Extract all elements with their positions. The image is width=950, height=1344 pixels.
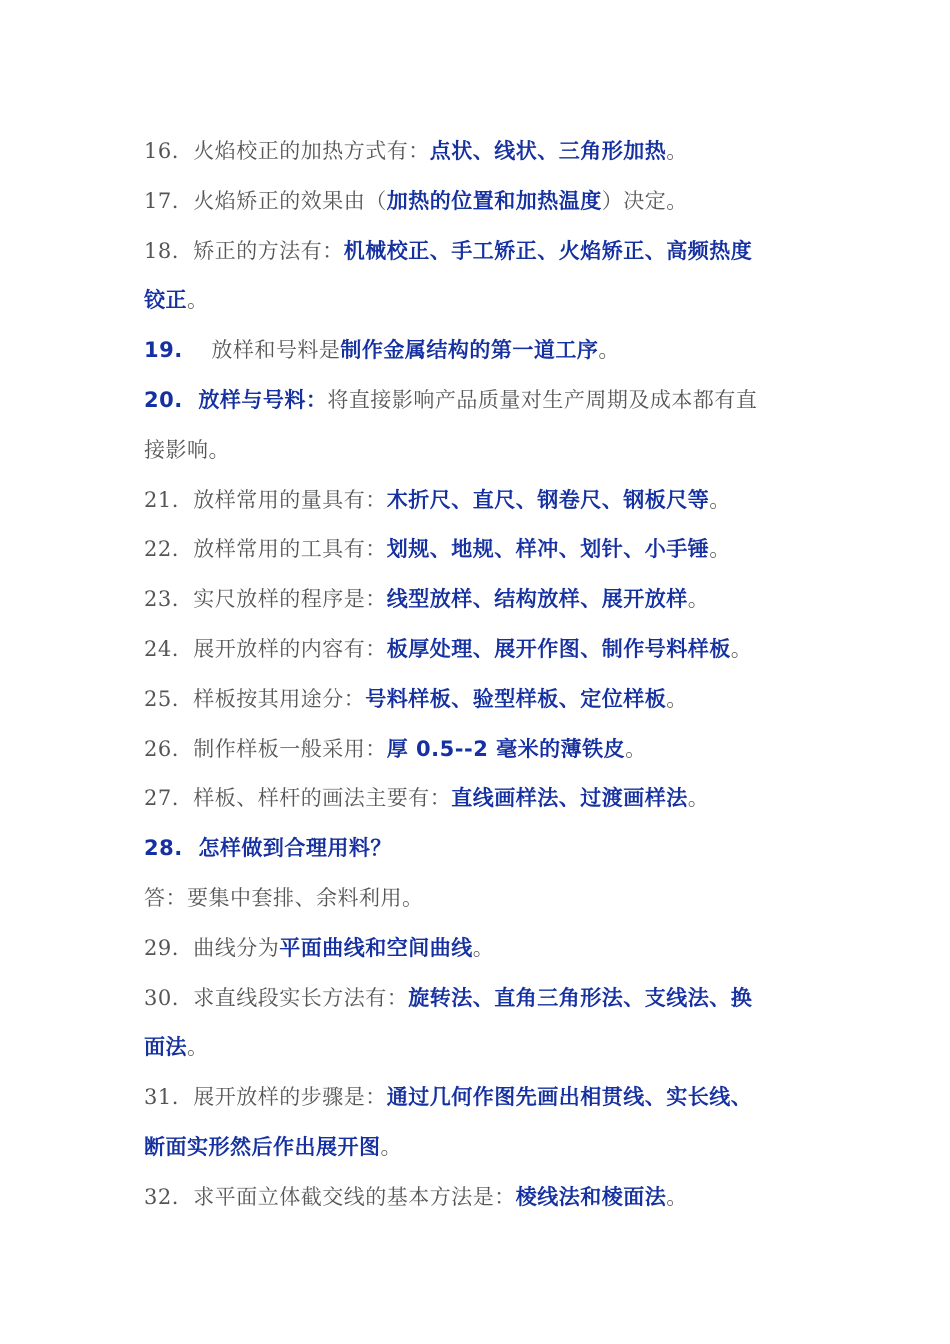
text-line	[144, 430, 824, 470]
bold-answer-text: 铰正	[144, 288, 187, 313]
plain-text: 21. 放样常用的量具有：	[144, 487, 387, 512]
text-line	[144, 181, 824, 221]
text-line	[144, 978, 824, 1018]
plain-text: 29. 曲线分为	[144, 935, 280, 960]
bold-answer-text: 加热的位置和加热温度	[386, 188, 602, 213]
text-line	[144, 280, 824, 320]
text-line	[144, 878, 824, 918]
plain-text: 。	[666, 686, 688, 711]
text-line	[144, 1027, 824, 1067]
plain-text: 。	[687, 786, 710, 811]
bold-answer-text: 棱线法和棱面法	[515, 1184, 667, 1209]
plain-text: 18. 矫正的方法有：	[144, 238, 344, 263]
plain-text: 23. 实尺放样的程序是：	[144, 587, 387, 612]
text-line	[144, 529, 824, 569]
plain-text: 25. 样板按其用途分：	[144, 686, 366, 711]
plain-text: 接影响。	[144, 437, 230, 462]
bold-answer-text: 制作金属结构的第一道工序	[340, 338, 599, 363]
text-line	[144, 778, 824, 818]
plain-text: 26. 制作样板一般采用：	[144, 736, 387, 761]
text-line	[144, 231, 824, 271]
plain-text: 。	[666, 1184, 688, 1209]
text-line	[144, 679, 824, 719]
text-line	[144, 828, 824, 868]
plain-text: 22. 放样常用的工具有：	[144, 537, 387, 562]
text-line	[144, 1127, 824, 1167]
plain-text: ）决定。	[601, 188, 688, 213]
bold-answer-text: 19.	[144, 338, 183, 363]
bold-answer-text: 号料样板、验型样板、定位样板	[365, 686, 667, 711]
plain-text: 答：要集中套排、余料利用。	[144, 886, 424, 910]
plain-text: 。	[709, 487, 731, 512]
plain-text: 31. 展开放样的步骤是：	[144, 1085, 387, 1110]
plain-text: 30. 求直线段实长方法有：	[144, 985, 409, 1010]
bold-answer-text: 旋转法、直角三角形法、支线法、换	[408, 985, 753, 1010]
plain-text: 。	[625, 736, 647, 761]
bold-answer-text: 平面曲线和空间曲线	[279, 935, 473, 960]
bold-answer-text: 点状、线状、三角形加热	[429, 139, 667, 163]
plain-text: 。	[730, 637, 753, 661]
plain-text: 放样和号料是	[182, 338, 341, 363]
plain-text: 。	[380, 1135, 402, 1159]
text-line	[144, 380, 824, 420]
bold-answer-text: 机械校正、手工矫正、火焰矫正、高频热度	[343, 238, 753, 263]
text-line	[144, 928, 824, 968]
text-line	[144, 480, 824, 520]
text-line	[144, 729, 824, 769]
text-line	[144, 1077, 824, 1117]
plain-text: 。	[187, 1035, 209, 1060]
plain-text: 17. 火焰矫正的效果由（	[144, 188, 387, 213]
bold-answer-text: 断面实形然后作出展开图	[144, 1135, 381, 1159]
plain-text: 24. 展开放样的内容有：	[144, 637, 387, 661]
bold-answer-text: 直线画样法、过渡画样法	[451, 786, 688, 811]
plain-text: 。	[472, 935, 495, 960]
bold-answer-text: 20. 放样与号料：	[144, 388, 328, 412]
bold-answer-text: 通过几何作图先画出相贯线、实长线、	[386, 1085, 753, 1110]
plain-text: 27. 样板、样杆的画法主要有：	[144, 786, 452, 811]
bold-answer-text: 厚 0.5--2 毫米的薄铁皮	[386, 736, 626, 761]
bold-answer-text: 面法	[144, 1035, 187, 1060]
text-line	[144, 629, 824, 669]
text-line	[144, 330, 824, 370]
bold-answer-text: 28. 怎样做到合理用料？	[144, 836, 392, 861]
plain-text: 。	[598, 338, 620, 363]
text-line	[144, 579, 824, 619]
text-line	[144, 131, 824, 171]
bold-answer-text: 线型放样、结构放样、展开放样	[386, 587, 688, 612]
plain-text: 32. 求平面立体截交线的基本方法是：	[144, 1184, 516, 1209]
bold-answer-text: 划规、地规、样冲、划针、小手锤	[386, 537, 710, 562]
plain-text: 16. 火焰校正的加热方式有：	[144, 139, 430, 163]
plain-text: 。	[187, 288, 209, 313]
plain-text: 。	[709, 537, 731, 562]
plain-text: 。	[666, 139, 688, 163]
bold-answer-text: 板厚处理、展开作图、制作号料样板	[386, 637, 731, 661]
plain-text: 。	[687, 587, 710, 612]
bold-answer-text: 木折尺、直尺、钢卷尺、钢板尺等	[386, 487, 710, 512]
text-line	[144, 1177, 824, 1217]
plain-text: 将直接影响产品质量对生产周期及成本都有直	[327, 388, 758, 412]
